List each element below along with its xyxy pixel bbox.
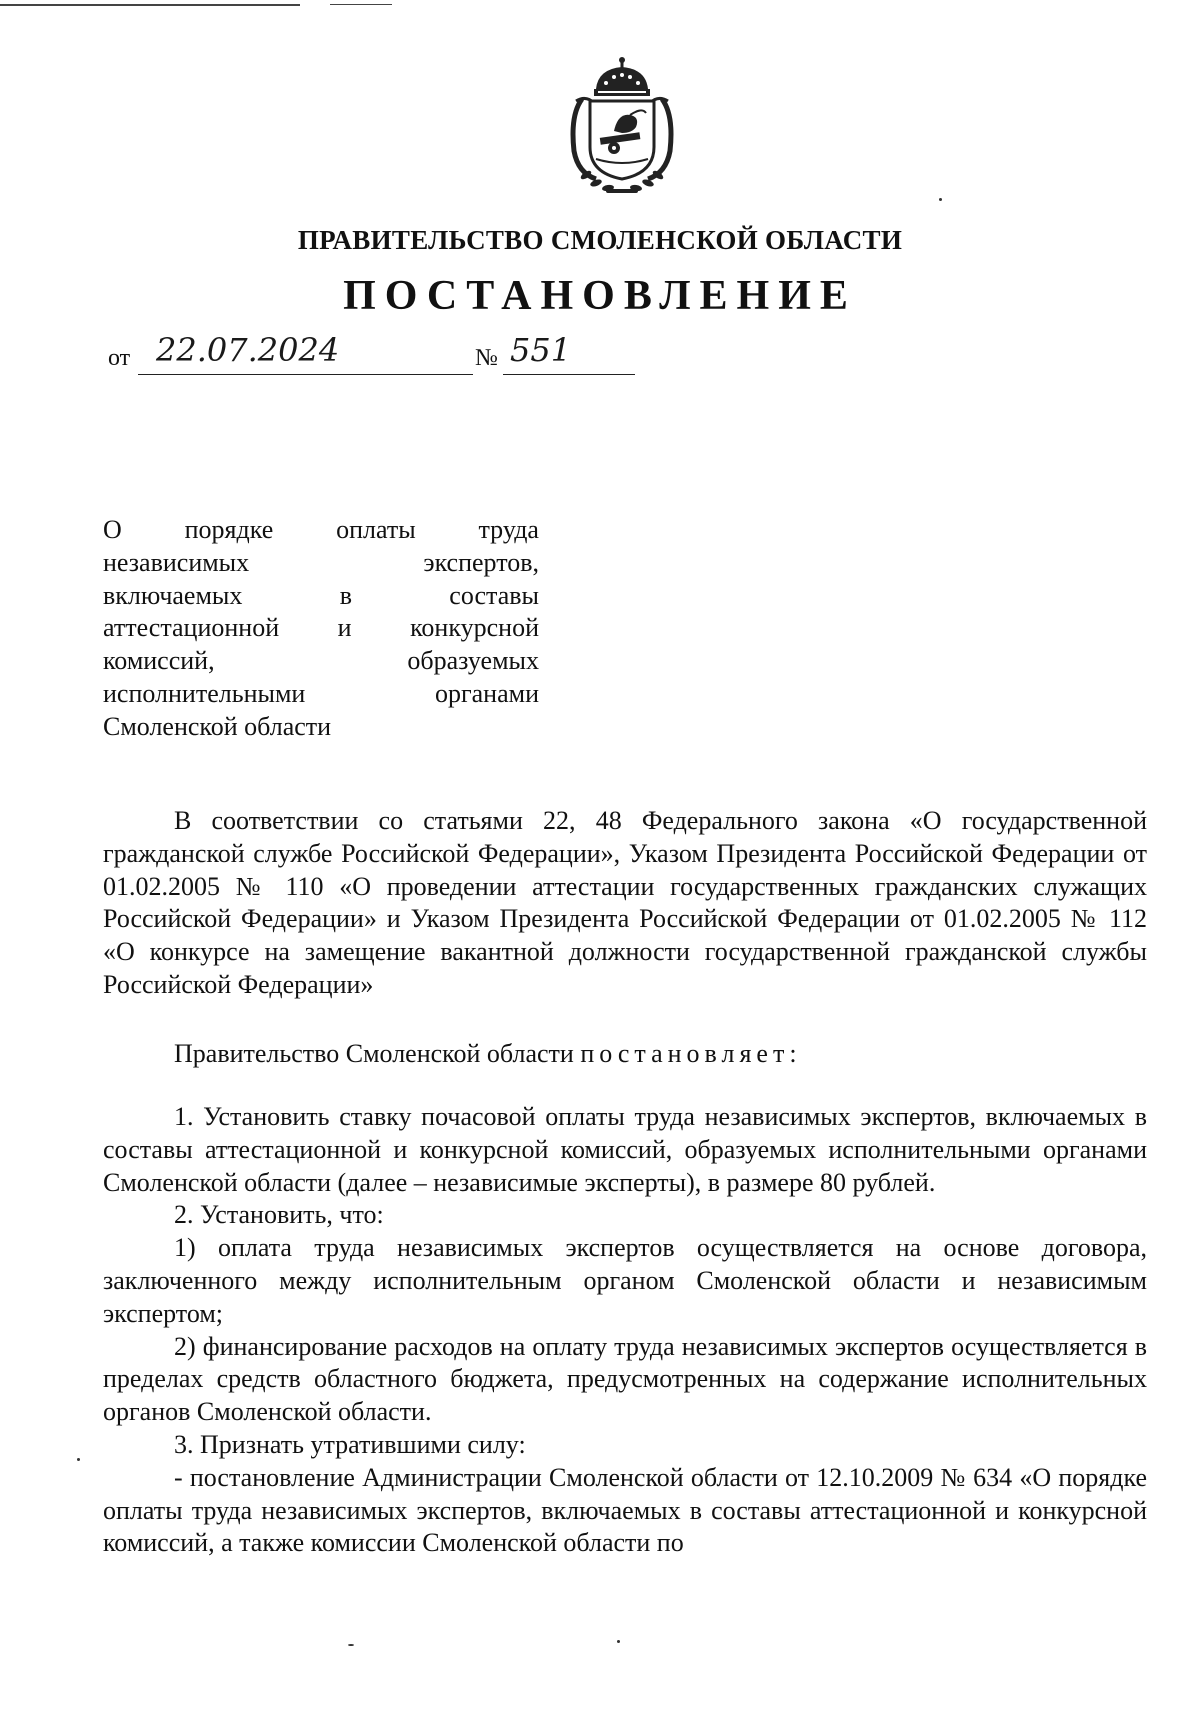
subject-word: О [103,515,122,544]
subject-word: и [337,613,352,643]
subject-word: в [339,580,352,610]
subject-word: Смоленской области [103,711,332,741]
resolution-item: 1) оплата труда независимых экспертов осуществляется на основе договора, заключенного между исполнительным органом Смоленской области и независимым экспертом; [103,1233,1147,1328]
resolution-item: 2. Установить, что: [174,1200,384,1230]
subject-line [103,645,539,678]
document-subject [103,514,539,744]
scan-speck [77,1458,80,1461]
subject-line [103,547,539,580]
resolution-item: 1. Установить ставку почасовой оплаты труда независимых экспертов, включаемых в составы аттестационной и конкурсной комиссий, образуемых исполнительными органами Смоленской области (далее – независимые эксперты), в размере 80 рублей. [103,1102,1147,1197]
document-type: ПОСТАНОВЛЕНИЕ [343,273,857,319]
organization-name: ПРАВИТЕЛЬСТВО СМОЛЕНСКОЙ ОБЛАСТИ [297,225,903,255]
subject-line [103,580,539,613]
subject-word: труда [478,515,539,544]
resolution-item: - постановление Администрации Смоленской области от 12.10.2009 № 634 «О порядке оплаты труда независимых экспертов, включаемых в составы аттестационной и конкурсной комиссий, а также комиссии Смоленской области по [103,1462,1147,1558]
subject-word: комиссий, [103,646,215,676]
subject-word: органами [434,678,539,708]
subject-word: порядке [184,515,274,544]
scan-speck [939,198,942,201]
subject-word: независимых [103,547,250,577]
subject-word: экспертов, [423,547,539,577]
handwritten-date: 22.07.2024 [156,331,340,369]
number-label: № [475,345,498,371]
subject-word: оплаты [336,515,416,544]
scan-speck [617,1640,620,1643]
scan-artifact-line [330,4,392,5]
subject-line [103,711,539,744]
decree-verb: постановляет: [580,1039,802,1068]
handwritten-number: 551 [510,331,572,369]
subject-line [103,678,539,711]
subject-line [103,612,539,645]
decree-line [103,1038,1147,1071]
subject-word: составы [449,580,539,610]
preamble-text: В соответствии со статьями 22, 48 Федерального закона «О государственной гражданской службе Российской Федерации», Указом Президента Российской Федерации от 01.02.2005 № 110 «О проведении аттестации государственных гражданских служащих Российской Федерации» и Указом Президента Российской Федерации от 01.02.2005 № 112 «О конкурсе на замещение вакантной должности государственной гражданской службы Российской Федерации» [103,806,1147,999]
resolution-item: 2) финансирование расходов на оплату труда независимых экспертов осуществляется в пределах средств областного бюджета, предусмотренных на содержание исполнительных органов Смоленской области. [103,1331,1147,1427]
coat-of-arms-emblem [556,55,688,195]
date-underline [138,374,473,375]
subject-word: конкурсной [410,613,539,643]
subject-word: исполнительными [103,678,306,708]
resolution-items [103,1101,1147,1560]
subject-word: образуемых [407,646,539,676]
subject-word: включаемых [103,580,243,610]
subject-line [103,514,539,547]
subject-word: аттестационной [103,613,280,643]
date-from-label: от [108,345,131,371]
decree-subject: Правительство Смоленской области [174,1039,574,1068]
scan-speck [348,1644,354,1646]
scan-artifact-line [0,4,300,6]
decree-text [103,1038,1147,1071]
preamble [103,805,1147,1002]
resolution-item: 3. Признать утратившими силу: [174,1429,526,1459]
number-underline [503,374,635,375]
